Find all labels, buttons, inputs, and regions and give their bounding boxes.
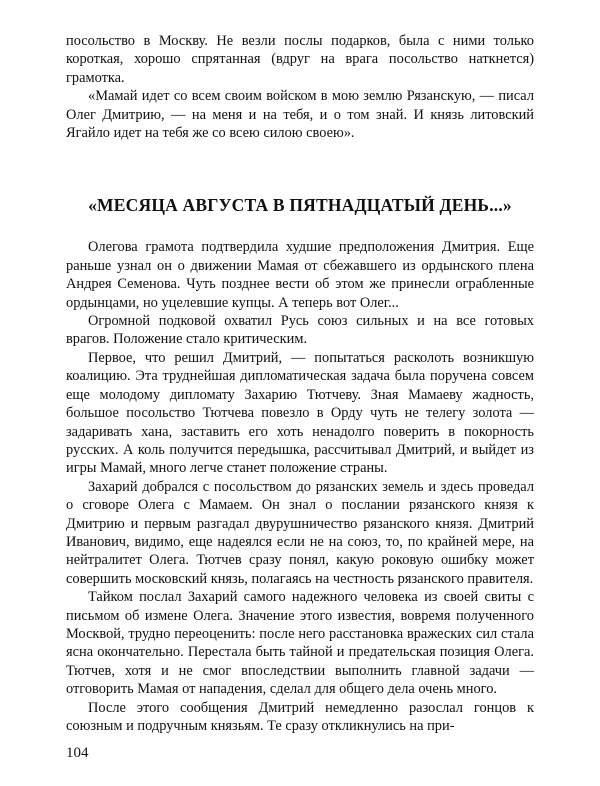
chapter-paragraph-1: Олегова грамота подтвердила худшие предположения Дмитрия. Еще раньше узнал он о движении Мамая от сбежавшего из ордынского плена Андрея Семенова. Чуть позднее вести об этом же принесли ограбленные ордынцами, но уцелевшие купцы. А теперь вот Олег... [66,239,534,311]
opening-section [66,32,534,142]
page-body [66,32,534,735]
chapter-paragraph-4: Захарий добрался с посольством до рязанских земель и здесь проведал о сговоре Олега с Мамаем. Он знал о послании рязанского князя к Дмитрию и первым разгадал двурушничество рязанского князя. Дмитрий Иванович, видимо, еще надеялся если не на союз, то, по крайней мере, на нейтралитет Олега. Тютчев сразу понял, какую роковую ошибку может совершить московский князь, полагаясь на честность рязанского правителя. [66,478,534,587]
chapter-section [66,238,534,735]
page-number: 104 [66,745,89,761]
opening-paragraph-2: «Мамай идет со всем своим войском в мою землю Рязанскую, — писал Олег Дмитрию, — на меня и на тебя, и о том знай. И князь литовский Ягайло идет на тебя же со всею силою своею». [66,88,534,142]
chapter-paragraph-3: Первое, что решил Дмитрий, — попытаться расколоть возникшую коалицию. Эта труднейшая дипломатическая задача была поручена совсем еще молодому дипломату Захарию Тютчеву. Зная Мамаеву жадность, большое посольство Тютчева повезло в Орду чуть не телегу золота — задаривать хана, заставить его хоть ненадолго поверить в покорность русских. А коль получится передышка, рассчитывал Дмитрий, и выйдет из игры Мамай, много легче станет положение страны. [66,349,534,477]
chapter-title: «МЕСЯЦА АВГУСТА В ПЯТНАДЦАТЫЙ ДЕНЬ...» [88,195,512,216]
chapter-paragraph-5: Тайком послал Захарий самого надежного человека из своей свиты с письмом об измене Олега. Значение этого известия, вовремя полученного Москвой, трудно переоценить: после него расстановка вражеских сил стала ясна окончательно. Перестала быть тайной и предательская позиция Олега. Тютчев, хотя и не смог впоследствии выполнить главной задачи — отговорить Мамая от нападения, сделал для общего дела очень много. [66,589,534,698]
chapter-paragraph-2: Огромной подковой охватил Русь союз сильных и на все готовых врагов. Положение стало критическим. [66,313,534,348]
chapter-paragraph-6: После этого сообщения Дмитрий немедленно разослал гонцов к союзным и подручным князьям. Те сразу откликнулись на при- [66,699,534,734]
opening-paragraph-1: посольство в Москву. Не везли послы подарков, была с ними только короткая, хорошо спрятанная (вдруг на врага посольство наткнется) грамотка. [66,33,534,86]
